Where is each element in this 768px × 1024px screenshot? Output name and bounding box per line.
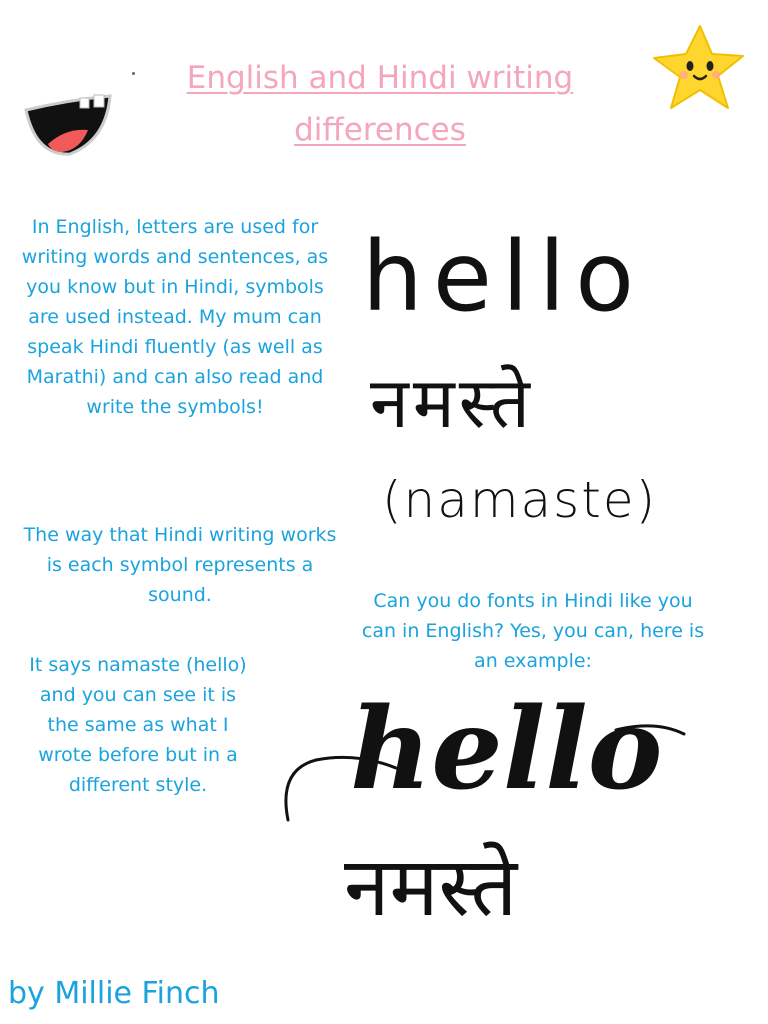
title-line-2: differences [294, 112, 466, 148]
paragraph-symbol-sounds: The way that Hindi writing works is each symbol represents a sound. [23, 524, 337, 606]
script-hello: hello [350, 684, 663, 815]
paragraph-hindi-fonts: Can you do fonts in Hindi like you can in English? Yes, you can, here is an example: [361, 590, 705, 672]
title-line-1: English and Hindi writing [186, 60, 574, 96]
page-title [140, 52, 620, 156]
paragraph-namaste-style: It says namaste (hello) and you can see it is the same as what I wrote before but in a different style. [29, 654, 247, 796]
smiling-star-icon [648, 22, 748, 114]
handwritten-hello: hello [362, 221, 644, 333]
laughing-mouth-icon [18, 90, 118, 162]
handwritten-namaste-roman: (namaste) [382, 471, 658, 529]
paragraph-letters-vs-symbols: In English, letters are used for writing words and sentences, as you know but in Hindi, symbols are used instead. My mum can speak Hindi fluently (as well as Marathi) and can also read and write the symbols! [21, 216, 329, 418]
handwritten-namaste-hindi: नमस्ते [370, 362, 534, 444]
author-byline: by Millie Finch [8, 976, 220, 1011]
font-namaste-hindi: नमस्ते [344, 840, 518, 935]
stray-dot [132, 72, 135, 75]
